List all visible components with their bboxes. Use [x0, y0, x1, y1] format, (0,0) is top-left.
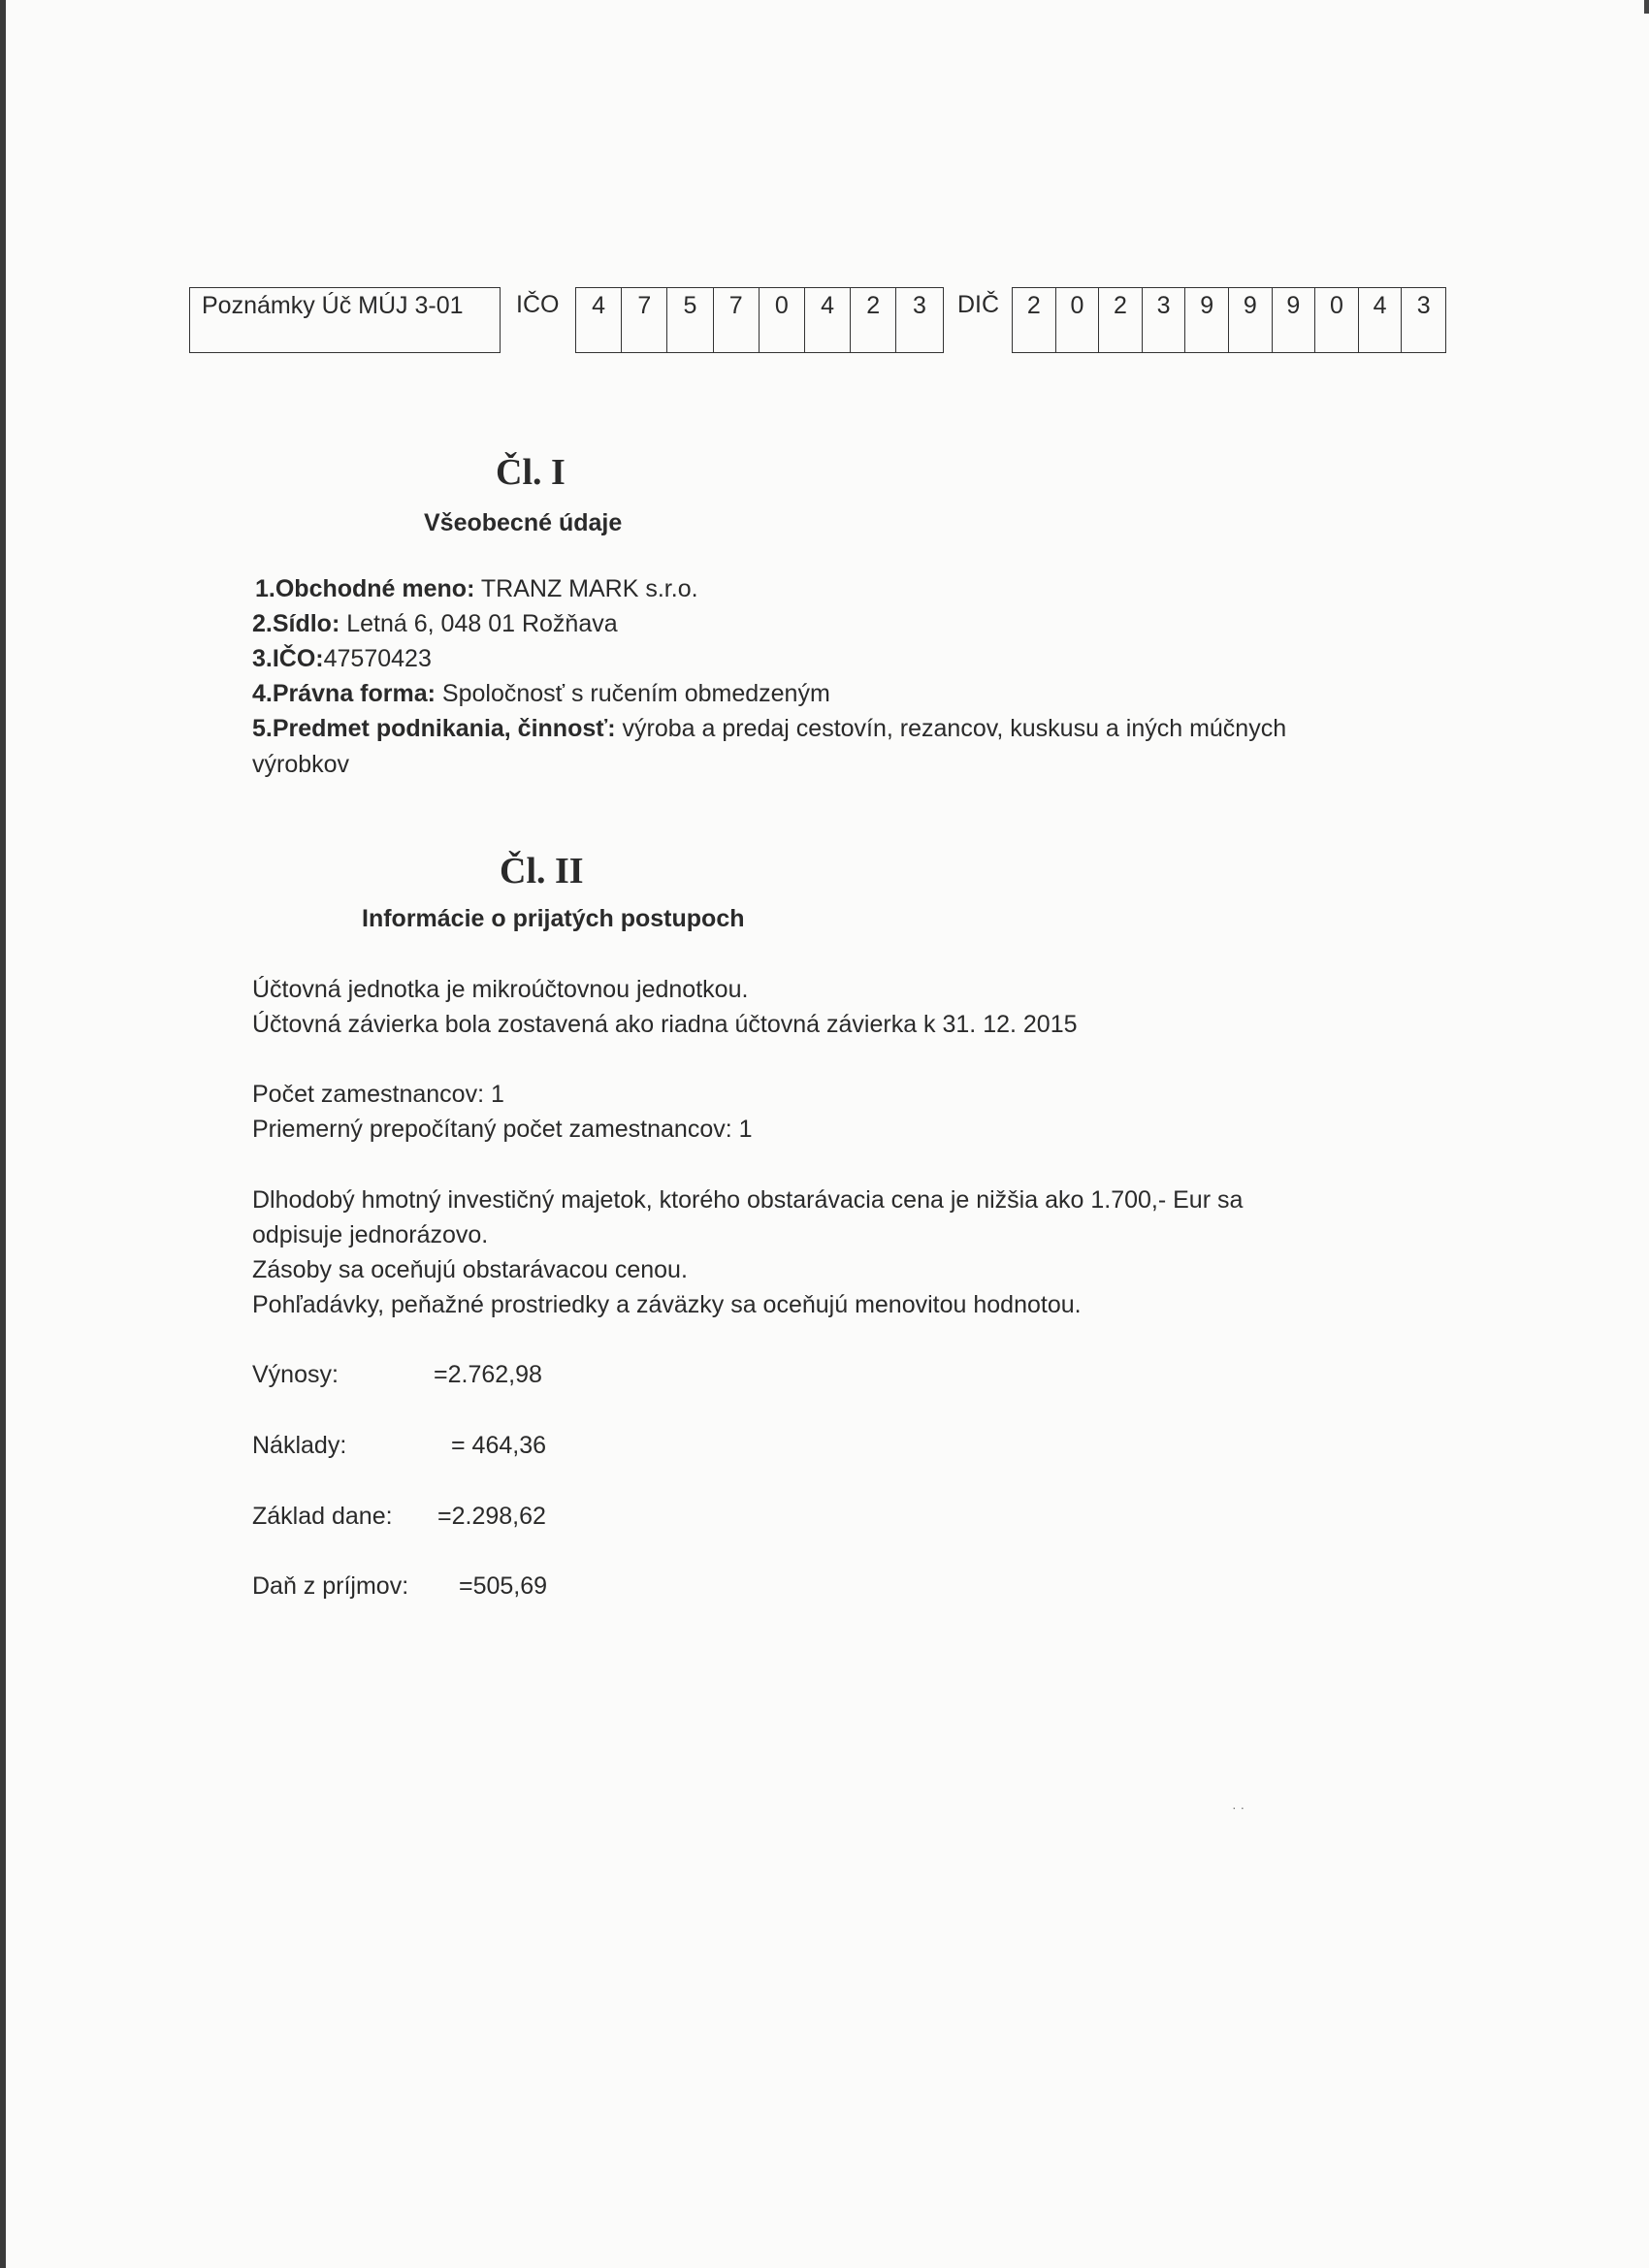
scan-edge-right [1644, 0, 1649, 14]
income-tax-label: Daň z príjmov: [252, 1572, 409, 1600]
dic-label: DIČ [957, 291, 1000, 318]
scan-edge-left [0, 0, 6, 2268]
scan-speck: · · [1232, 1799, 1245, 1815]
dic-digit: 2 [1099, 288, 1143, 352]
ico-digit: 4 [805, 288, 851, 352]
seat-label: 2.Sídlo: [252, 610, 340, 637]
company-name-label: 1.Obchodné meno: [255, 575, 475, 602]
dic-digit: 3 [1416, 292, 1431, 319]
costs-label: Náklady: [252, 1432, 347, 1459]
dic-digit: 2 [1013, 288, 1056, 352]
dic-digit: 9 [1229, 288, 1273, 352]
form-title-box [189, 287, 501, 353]
ico-digit: 5 [667, 288, 713, 352]
ico-digit: 2 [851, 288, 896, 352]
dic-digit: 9 [1273, 288, 1316, 352]
business-activity-value: výroba a predaj cestovín, rezancov, kuskusu a iných múčnych [622, 715, 1287, 742]
seat-value: Letná 6, 048 01 Rožňava [346, 610, 618, 637]
article-1-heading: Čl. I [496, 452, 566, 493]
article-2-subtitle: Informácie o prijatých postupoch [362, 905, 745, 932]
ico-digit: 7 [714, 288, 760, 352]
company-name-line [255, 575, 698, 603]
revenue-value: =2.762,98 [434, 1361, 542, 1388]
costs-value: = 464,36 [451, 1432, 547, 1459]
revenue-label: Výnosy: [252, 1361, 339, 1388]
paragraph: Zásoby sa oceňujú obstarávacou cenou. [252, 1256, 688, 1283]
legal-form-label: 4.Právna forma: [252, 680, 436, 707]
form-title: Poznámky Úč MÚJ 3-01 [202, 292, 464, 319]
company-name-value: TRANZ MARK s.r.o. [480, 575, 698, 602]
paragraph: Počet zamestnancov: 1 [252, 1081, 504, 1108]
tax-base-label: Základ dane: [252, 1503, 393, 1530]
paragraph: Účtovná závierka bola zostavená ako riadna účtovná závierka k 31. 12. 2015 [252, 1011, 1078, 1038]
ico-digit: 7 [622, 288, 667, 352]
tax-base-value: =2.298,62 [437, 1503, 546, 1530]
income-tax-value: =505,69 [459, 1572, 548, 1600]
legal-form-value: Spoločnosť s ručením obmedzeným [441, 680, 830, 707]
ico-digit: 4 [576, 288, 622, 352]
article-1-subtitle: Všeobecné údaje [424, 509, 623, 536]
ico-label: IČO [516, 291, 560, 318]
legal-form-line [252, 680, 830, 708]
paragraph: Priemerný prepočítaný počet zamestnancov: 1 [252, 1116, 753, 1143]
ico-line-label: 3.IČO: [252, 645, 324, 672]
dic-digit: 3 [1143, 288, 1186, 352]
business-activity-line [252, 715, 1286, 743]
dic-digit: 0 [1056, 288, 1100, 352]
paragraph: odpisuje jednorázovo. [252, 1221, 489, 1248]
ico-line [252, 645, 432, 673]
paragraph: Pohľadávky, peňažné prostriedky a záväzky sa oceňujú menovitou hodnotou. [252, 1291, 1082, 1318]
business-activity-cont: výrobkov [252, 751, 350, 778]
ico-digit: 3 [912, 292, 926, 319]
ico-line-value: 47570423 [323, 645, 432, 672]
dic-digit: 0 [1315, 288, 1359, 352]
dic-digit: 9 [1185, 288, 1229, 352]
dic-digit: 4 [1359, 288, 1403, 352]
seat-line [252, 610, 618, 638]
ico-digit: 0 [760, 288, 805, 352]
paragraph: Dlhodobý hmotný investičný majetok, ktorého obstarávacia cena je nižšia ako 1.700,- Eur sa [252, 1186, 1244, 1214]
paragraph: Účtovná jednotka je mikroúčtovnou jednotkou. [252, 976, 749, 1003]
article-2-heading: Čl. II [500, 851, 584, 891]
dic-digit-boxes [1012, 287, 1446, 353]
ico-digit-boxes [575, 287, 944, 353]
business-activity-label: 5.Predmet podnikania, činnosť: [252, 715, 616, 742]
